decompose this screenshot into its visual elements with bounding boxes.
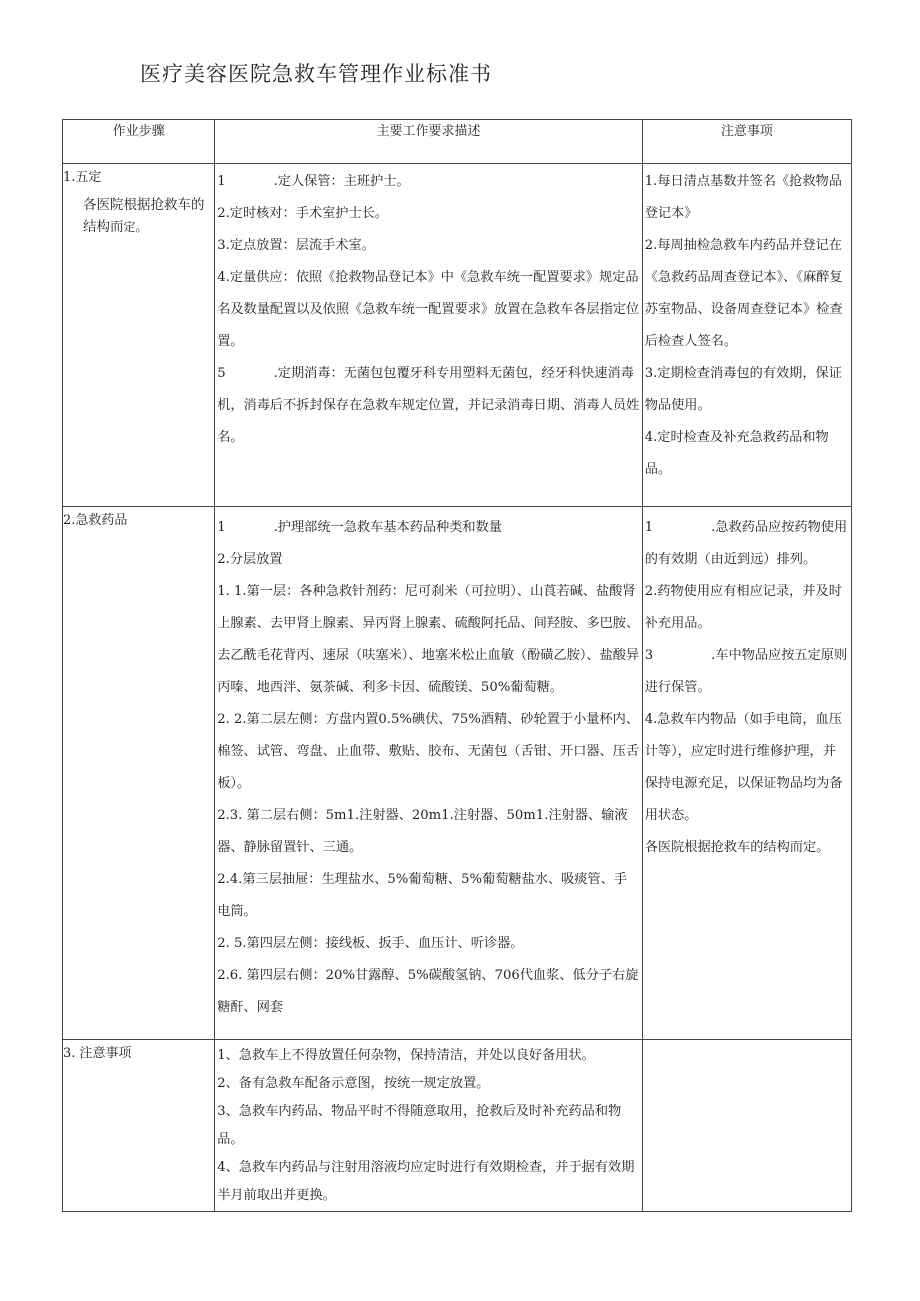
step-note-main: 各医院根据抢救车的结构而 <box>83 197 205 235</box>
desc-line: 1、急救车上不得放置任何杂物，保持清洁，并处以良好备用状。 <box>217 1048 595 1063</box>
desc-line: 2.3. 第二层右侧：5m1.注射器、20m1.注射器、50m1.注射器、输液器、静脉留置针、三通。 <box>217 808 628 855</box>
note-line <box>645 640 849 704</box>
desc-line: 2.定时核对：手术室护士长。 <box>217 206 389 221</box>
desc-line: 2. 2.第二层左侧：方盘内置0.5%碘伏、75%酒精、砂轮置于小量杯内、棉签、试管、弯盘、止血带、敷贴、胶布、无菌包（舌钳、开口器、压舌板）。 <box>217 712 640 791</box>
header-desc: 主要工作要求描述 <box>215 120 643 164</box>
step-cell <box>63 164 215 507</box>
step-note-tail: 定。 <box>123 220 148 234</box>
note-line: 3.定期检查消毒包的有效期，保证物品使用。 <box>644 366 842 413</box>
desc-text: .定期消毒：无菌包包覆牙科专用塑料无菌包，经牙科快速消毒机，消毒后不拆封保存在急救车规定位置，并记录消毒日期、消毒人员姓名。 <box>217 366 640 445</box>
note-cell <box>642 507 851 1040</box>
note-line: 2.每周抽检急救车内药品并登记在《急救药品周查登记本》、《麻醉复苏室物品、设备周查登记本》检查后检查人签名。 <box>644 238 843 349</box>
desc-cell <box>215 507 643 1040</box>
step-label: 3. 注意事项 <box>63 1046 132 1061</box>
note-cell <box>642 164 851 507</box>
note-cell-empty <box>642 1040 851 1212</box>
desc-line <box>217 512 640 544</box>
desc-line <box>217 166 640 198</box>
step-note <box>63 188 214 238</box>
desc-line: 4、急救车内药品与注射用溶液均应定时进行有效期检查，并于据有效期半月前取出并更换。 <box>217 1160 635 1203</box>
desc-text: .定人保管：主班护士。 <box>273 174 410 189</box>
note-line <box>645 512 849 576</box>
desc-line: 1. 1.第一层：各种急救针剂药：尼可刹米（可拉明）、山莨若碱、盐酸肾上腺素、去甲肾上腺素、异丙肾上腺素、硫酸阿托品、间羟胺、多巴胺、去乙酰毛花背丙、速尿（呋塞米）、地塞米松止血敏（酚磺乙胺）、盐酸异丙嗪、地西泮、氨茶碱、利多卡因、硫酸镁、50%葡萄糖。 <box>217 584 640 695</box>
note-line: 1.每日清点基数并签名《抢救物品登记本》 <box>644 174 842 221</box>
step-label: 2.急救药品 <box>63 513 128 528</box>
note-text: .车中物品应按五定原则进行保管。 <box>644 648 848 695</box>
desc-cell <box>215 1040 643 1212</box>
header-note: 注意事项 <box>642 120 851 164</box>
note-line: 4.定时检查及补充急救药品和物品。 <box>644 430 829 477</box>
step-cell <box>63 1040 215 1212</box>
desc-line: 2.分层放置 <box>217 552 283 567</box>
desc-line: 2. 5.第四层左侧：接线板、扳手、血压计、听诊器。 <box>217 936 524 951</box>
desc-line: 2.6. 第四层右侧：20%甘露醇、5%碳酸氢钠、706代血浆、低分子右旋糖酐、网套 <box>217 968 639 1015</box>
desc-line: 3.定点放置：层流手术室。 <box>217 238 375 253</box>
desc-num: 5 <box>217 366 226 381</box>
desc-num: 1 <box>217 520 226 535</box>
note-num: 1 <box>644 520 654 535</box>
step-cell <box>63 507 215 1040</box>
table-row <box>63 164 852 507</box>
note-line: 2.药物使用应有相应记录，并及时补充用品。 <box>644 584 842 631</box>
header-step: 作业步骤 <box>63 120 215 164</box>
table-row <box>63 1040 852 1212</box>
desc-num: 1 <box>217 174 226 189</box>
note-line: 4.急救车内物品（如手电筒，血压计等），应定时进行维修护理，并保持电源充足，以保证物品均为备用状态。 <box>644 712 843 823</box>
sop-table <box>62 119 852 1212</box>
desc-line: 2.4.第三层抽屉：生理盐水、5%葡萄糖、5%葡萄糖盐水、吸痰管、手电筒。 <box>217 872 628 919</box>
desc-line: 2、备有急救车配备示意图，按统一规定放置。 <box>217 1076 490 1091</box>
step-label: 1.五定 <box>63 170 102 185</box>
note-line: 各医院根据抢救车的结构而定。 <box>644 840 830 855</box>
note-num: 3 <box>644 648 654 663</box>
desc-line: 3、急救车内药品、物品平时不得随意取用，抢救后及时补充药品和物品。 <box>217 1104 622 1147</box>
desc-text: .护理部统一急救车基本药品种类和数量 <box>273 520 502 535</box>
desc-line: 4.定量供应：依照《抢救物品登记本》中《急救车统一配置要求》规定品名及数量配置以及依照《急救车统一配置要求》放置在急救车各层指定位置。 <box>217 270 640 349</box>
document-title: 医疗美容医院急救车管理作业标准书 <box>140 62 492 86</box>
desc-line <box>217 358 640 454</box>
desc-cell <box>215 164 643 507</box>
table-row <box>63 507 852 1040</box>
note-text: .急救药品应按药物使用的有效期（由近到远）排列。 <box>644 520 848 567</box>
table-header-row <box>63 120 852 164</box>
